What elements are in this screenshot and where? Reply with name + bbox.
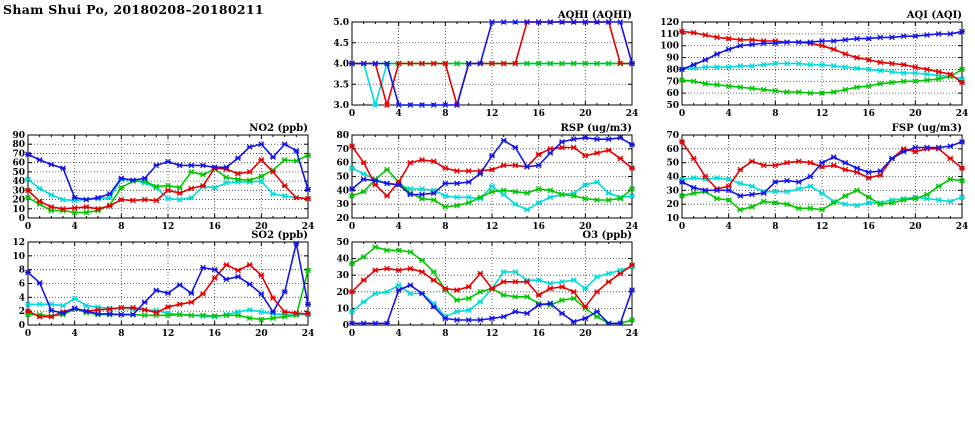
series-red-line — [352, 265, 632, 307]
svg-text:4: 4 — [395, 329, 402, 339]
svg-text:50: 50 — [336, 172, 349, 183]
so2-plot — [2, 229, 324, 342]
svg-text:24: 24 — [955, 109, 969, 119]
svg-text:50: 50 — [12, 167, 25, 178]
svg-text:0: 0 — [24, 329, 32, 339]
svg-text:80: 80 — [12, 140, 25, 151]
svg-text:50: 50 — [666, 158, 679, 169]
chart-aqhi — [326, 9, 648, 122]
svg-text:2: 2 — [18, 307, 25, 318]
svg-text:70: 70 — [336, 144, 349, 155]
svg-text:0: 0 — [678, 109, 686, 119]
svg-text:8: 8 — [118, 329, 125, 339]
svg-text:20: 20 — [255, 329, 268, 339]
svg-text:4: 4 — [18, 293, 25, 304]
page-title: Sham Shui Po, 20180208–20180211 — [3, 2, 264, 17]
svg-text:80: 80 — [336, 131, 349, 141]
svg-text:24: 24 — [955, 222, 969, 232]
svg-text:100: 100 — [660, 41, 679, 52]
svg-text:4: 4 — [71, 329, 78, 339]
svg-text:60: 60 — [666, 89, 679, 100]
svg-text:3.0: 3.0 — [333, 101, 349, 111]
svg-text:40: 40 — [336, 254, 349, 265]
svg-text:20: 20 — [12, 195, 25, 206]
svg-text:12: 12 — [161, 329, 175, 339]
chart-so2 — [2, 229, 324, 342]
chart-rsp — [326, 122, 648, 235]
svg-text:0: 0 — [348, 329, 356, 339]
svg-text:0: 0 — [342, 321, 349, 331]
svg-text:4: 4 — [71, 222, 78, 232]
svg-text:8: 8 — [442, 109, 449, 119]
svg-text:10: 10 — [12, 251, 25, 262]
svg-text:8: 8 — [118, 222, 125, 232]
svg-text:60: 60 — [666, 144, 679, 155]
no2-plot — [2, 122, 324, 235]
svg-text:RSP (ug/m3): RSP (ug/m3) — [560, 123, 632, 134]
svg-text:16: 16 — [208, 222, 221, 232]
svg-text:24: 24 — [301, 329, 315, 339]
svg-text:5.0: 5.0 — [333, 18, 349, 28]
svg-text:8: 8 — [772, 222, 779, 232]
svg-text:70: 70 — [12, 149, 25, 160]
o3-plot — [326, 229, 648, 342]
aqhi-plot — [326, 9, 648, 122]
svg-text:20: 20 — [909, 109, 922, 119]
svg-text:24: 24 — [625, 222, 639, 232]
svg-text:FSP (ug/m3): FSP (ug/m3) — [891, 123, 962, 134]
svg-text:12: 12 — [485, 329, 499, 339]
svg-text:4: 4 — [725, 109, 732, 119]
svg-text:12: 12 — [485, 222, 499, 232]
svg-text:AQI (AQI): AQI (AQI) — [906, 10, 962, 21]
svg-text:70: 70 — [666, 77, 679, 88]
svg-text:60: 60 — [12, 158, 25, 169]
svg-text:50: 50 — [666, 101, 679, 111]
svg-text:70: 70 — [666, 131, 679, 141]
svg-text:12: 12 — [815, 109, 829, 119]
svg-text:24: 24 — [625, 329, 639, 339]
aqi-plot — [656, 9, 975, 122]
svg-text:16: 16 — [208, 329, 221, 339]
svg-text:40: 40 — [336, 186, 349, 197]
svg-text:110: 110 — [660, 29, 679, 40]
svg-text:40: 40 — [666, 172, 679, 183]
chart-no2 — [2, 122, 324, 235]
svg-text:20: 20 — [579, 329, 592, 339]
svg-text:0: 0 — [348, 222, 356, 232]
svg-text:10: 10 — [12, 204, 25, 215]
svg-text:80: 80 — [666, 65, 679, 76]
svg-text:90: 90 — [12, 131, 25, 141]
svg-text:12: 12 — [161, 222, 175, 232]
svg-text:20: 20 — [666, 200, 679, 211]
svg-text:0: 0 — [678, 222, 686, 232]
svg-text:4: 4 — [395, 109, 402, 119]
svg-text:16: 16 — [532, 329, 545, 339]
svg-text:40: 40 — [12, 177, 25, 188]
svg-text:NO2 (ppb): NO2 (ppb) — [249, 123, 308, 134]
svg-text:4: 4 — [395, 222, 402, 232]
svg-text:50: 50 — [336, 238, 349, 248]
series-green-markers — [679, 177, 965, 212]
svg-text:20: 20 — [255, 222, 268, 232]
svg-text:4: 4 — [725, 222, 732, 232]
series-red-line — [682, 32, 962, 83]
svg-text:20: 20 — [579, 222, 592, 232]
series-cyan-markers — [679, 61, 965, 81]
svg-text:8: 8 — [442, 222, 449, 232]
svg-text:90: 90 — [666, 53, 679, 64]
svg-text:3.5: 3.5 — [333, 80, 349, 91]
svg-text:16: 16 — [532, 109, 545, 119]
svg-text:6: 6 — [18, 279, 25, 290]
svg-text:120: 120 — [660, 18, 679, 28]
svg-text:24: 24 — [625, 109, 639, 119]
svg-text:12: 12 — [815, 222, 829, 232]
svg-text:10: 10 — [336, 304, 349, 315]
chart-aqi — [656, 9, 975, 122]
svg-text:0: 0 — [18, 214, 25, 224]
series-green-markers — [349, 167, 635, 209]
svg-text:O3 (ppb): O3 (ppb) — [582, 230, 632, 241]
svg-text:8: 8 — [772, 109, 779, 119]
svg-text:30: 30 — [336, 271, 349, 282]
svg-text:0: 0 — [24, 222, 32, 232]
svg-text:SO2 (ppb): SO2 (ppb) — [251, 230, 308, 241]
svg-text:30: 30 — [12, 186, 25, 197]
svg-text:20: 20 — [909, 222, 922, 232]
svg-text:20: 20 — [579, 109, 592, 119]
svg-text:24: 24 — [301, 222, 315, 232]
chart-fsp — [656, 122, 975, 235]
svg-text:20: 20 — [336, 287, 349, 298]
svg-text:4.5: 4.5 — [333, 38, 349, 49]
svg-text:16: 16 — [862, 109, 875, 119]
svg-text:12: 12 — [12, 238, 25, 248]
svg-text:20: 20 — [336, 214, 349, 224]
rsp-plot — [326, 122, 648, 235]
svg-text:12: 12 — [485, 109, 499, 119]
svg-text:16: 16 — [862, 222, 875, 232]
svg-text:30: 30 — [336, 200, 349, 211]
svg-text:0: 0 — [18, 321, 25, 331]
svg-text:8: 8 — [442, 329, 449, 339]
svg-text:0: 0 — [348, 109, 356, 119]
svg-text:4.0: 4.0 — [333, 59, 349, 70]
svg-text:10: 10 — [666, 214, 679, 224]
fsp-plot — [656, 122, 975, 235]
svg-text:8: 8 — [18, 265, 25, 276]
chart-o3 — [326, 229, 648, 342]
svg-text:30: 30 — [666, 186, 679, 197]
svg-text:16: 16 — [532, 222, 545, 232]
svg-text:60: 60 — [336, 158, 349, 169]
svg-text:AQHI (AQHI): AQHI (AQHI) — [557, 10, 632, 21]
